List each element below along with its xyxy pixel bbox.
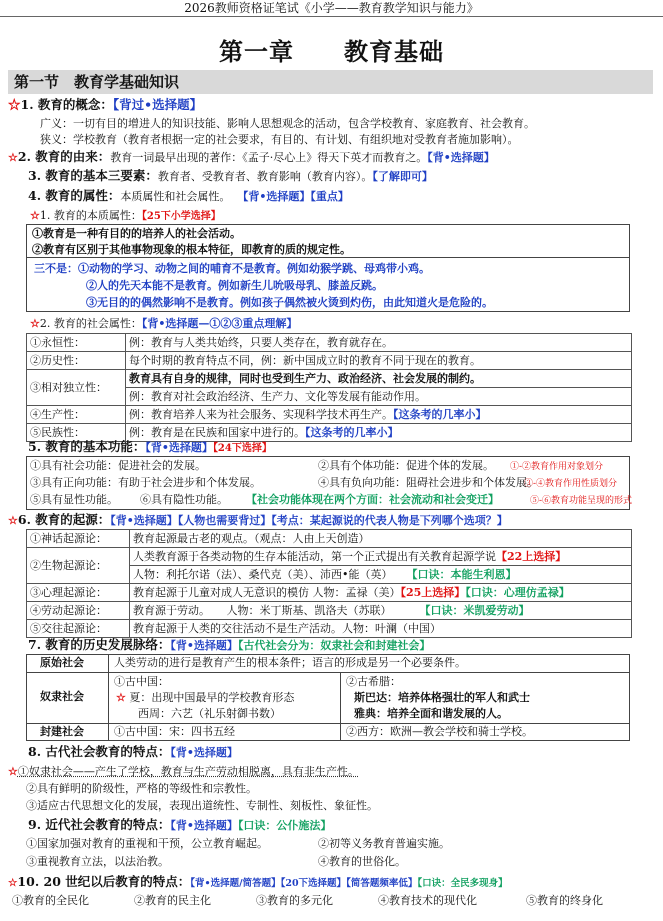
item-1-tag: 【背过•选择题】 [112, 97, 203, 112]
social-attribute-tag: 【背•选择题—①②③重点理解】 [141, 317, 298, 330]
row-value: 教育起源最古老的观点。（观点：人由上天创造） [130, 530, 632, 548]
item-3-tag: 【了解即可】 [372, 170, 433, 183]
athens: 雅典：培养全面和谐发展的人。 [354, 707, 508, 720]
row-key: ④劳动起源论： [27, 602, 130, 620]
table-row [27, 334, 632, 352]
slave-society: 奴隶社会 [40, 690, 84, 703]
ancient-greece: ②古希腊： [346, 675, 401, 688]
western-zhou: 西周：六艺（礼乐射御书数） [138, 707, 281, 720]
row-key: ⑤交往起源论： [27, 620, 130, 638]
star-icon: ☆ [8, 151, 18, 164]
row-value [130, 548, 632, 566]
item-2 [8, 150, 495, 165]
item-4 [28, 189, 349, 204]
function-6: ⑥具有隐性功能。 [140, 493, 228, 506]
item-8-title: 8. 古代社会教育的特点： [28, 744, 171, 759]
table-row [27, 548, 632, 566]
origins-table [26, 529, 632, 638]
row-value: 例：教育对社会政治经济、生产力、文化等发展有能动作用。 [126, 388, 632, 406]
row-value-text: 教育起源于儿童对成人无意识的模仿 人物：孟禄（美） [133, 585, 401, 599]
row-key: ③相对独立性： [27, 370, 126, 406]
item-2-text: 教育一词最早出现的著作：《孟子·尽心上》得天下英才而教育之。 [110, 151, 428, 164]
row-value [126, 406, 632, 424]
function-note-3: ⑤-⑥教育功能呈现的形式 [530, 496, 633, 506]
row-value: 例：教育与人类共始终，只要人类存在，教育就存在。 [126, 334, 632, 352]
item-7-title: 7. 教育的历史发展脉络： [28, 637, 171, 652]
row-value-text: 例：教育是在民族和国家中进行的。 [129, 425, 305, 439]
item-3-title: 3. 教育的基本三要素： [28, 168, 158, 183]
row-key: ④生产性： [27, 406, 126, 424]
three-nots-3: ③无目的的偶然影响不是教育。例如孩子偶然被火烫到灼伤，由此知道火是危险的。 [86, 296, 493, 309]
row-tag-green: 【口诀：心理仿孟禄】 [465, 585, 570, 599]
function-note-1: ①-②教育作用对象划分 [510, 462, 604, 472]
row-key: ⑤民族性： [27, 424, 126, 442]
table-row [27, 584, 632, 602]
feudal-society: 封建社会 [40, 725, 84, 738]
modern-feature-1: ①国家加强对教育的重视和干预，公立教育崛起。 [26, 837, 268, 850]
star-icon: ☆ [30, 209, 40, 222]
item-7-tag: 【背•选择题】 [170, 639, 238, 652]
contemporary-feature-4: ④教育技术的现代化 [378, 894, 477, 907]
item-9-tag-green: 【口诀：公仆施法】 [237, 819, 332, 832]
row-value: 教育具有自身的规律，同时也受到生产力、政治经济、社会发展的制约。 [126, 370, 632, 388]
contemporary-feature-1: ①教育的全民化 [12, 894, 89, 907]
row-tag: 【口诀：本能生利恩】 [406, 567, 517, 581]
item-4-tag: 【背•选择题】【重点】 [237, 190, 349, 203]
item-6-title: 6. 教育的起源： [17, 512, 111, 527]
item-10-heading [8, 875, 508, 891]
item-3 [28, 169, 433, 184]
essential-line-2: ②教育有区别于其他事物现象的根本特征，即教育的质的规定性。 [32, 243, 351, 256]
item-6-tag: 【背•选择题】【人物也需要背过】【考点：某起源说的代表人物是下列哪个选项？】 [110, 514, 508, 527]
section-title: 第一节 教育学基础知识 [8, 70, 653, 94]
row-tag: 【25上选择】 [400, 585, 466, 599]
function-note-green: 【社会功能体现在两个方面：社会流动和社会变迁】 [246, 493, 499, 506]
contemporary-feature-3: ③教育的多元化 [256, 894, 333, 907]
modern-feature-2: ②初等义务教育普遍实施。 [318, 837, 450, 850]
item-2-title: 2. 教育的由来： [17, 149, 111, 164]
star-icon: ☆ [30, 317, 40, 330]
item-6-heading [8, 513, 508, 528]
table-row [27, 352, 632, 370]
row-value [126, 424, 632, 442]
item-8-tag: 【背•选择题】 [170, 746, 238, 759]
row-key: ②生物起源论： [27, 548, 130, 584]
broad-definition: 广义：一切有目的增进人的知识技能、影响人思想观念的活动，包含学校教育、家庭教育、社会教育。 [40, 117, 535, 130]
table-row [27, 620, 632, 638]
table-row [27, 530, 632, 548]
table-row [27, 602, 632, 620]
row-value [130, 602, 632, 620]
essential-attribute-title: 1. 教育的本质属性： [39, 209, 142, 222]
function-note-2: ③-④教育作用性质划分 [524, 479, 618, 489]
primitive-society: 原始社会 [40, 656, 84, 669]
chapter-title: 第一章 教育基础 [219, 37, 444, 66]
essential-line-1: ①教育是一种有目的的培养人的社会活动。 [32, 227, 241, 240]
row-tag: 【22上选择】 [496, 549, 567, 563]
item-2-tag: 【背•选择题】 [427, 151, 495, 164]
row-tag: 【这条考的几率小】 [305, 425, 399, 439]
item-10-tag-4: 【口诀：全民多现身】 [417, 878, 508, 889]
row-value [130, 566, 632, 584]
star-icon: ☆ [116, 691, 126, 704]
ancient-feature-1 [8, 765, 359, 779]
ancient-china: ①古中国： [114, 675, 169, 688]
three-nots-2: ②人的先天本能不是教育。例如新生儿吮吸母乳、膝盖反跳。 [86, 279, 383, 292]
item-10-tag-1: 【背•选择题/简答题】 [190, 878, 281, 889]
table-row [27, 370, 632, 388]
history-col-divider [108, 654, 109, 741]
running-header: 2026教师资格证笔试《小学——教育教学知识与能力》 [0, 0, 663, 17]
modern-feature-4: ④教育的世俗化。 [318, 855, 406, 868]
function-1: ①具有社会功能：促进社会的发展。 [30, 459, 206, 472]
row-value: 教育起源于人类的交往活动不是生产活动。人物：叶澜（中国） [130, 620, 632, 638]
row-value [130, 584, 632, 602]
feudal-china: ①古中国：宋：四书五经 [114, 725, 235, 738]
social-attribute-table [26, 333, 632, 442]
row-value-text: 人类教育源于各类动物的生存本能活动，第一个正式提出有关教育起源学说 [133, 549, 496, 563]
narrow-definition: 狭义：学校教育（教育者根据一定的社会要求，有目的、有计划、有组织地对受教育者施加影响）。 [40, 133, 519, 146]
sparta: 斯巴达：培养体格强壮的军人和武士 [354, 691, 530, 704]
item-7-tag-green: 【古代社会分为：奴隶社会和封建社会】 [237, 639, 431, 652]
star-icon: ☆ [8, 877, 18, 889]
item-3-text: 教育者、受教育者、教育影响（教育内容）。 [157, 170, 373, 183]
item-5-tag-red: 【24下选择】 [212, 443, 272, 454]
ancient-feature-2: ②具有鲜明的阶级性，严格的等级性和宗教性。 [26, 782, 257, 795]
ancient-feature-3: ③适应古代思想文化的发展，表现出道统性、专制性、刻板性、象征性。 [26, 799, 378, 812]
star-icon: ☆ [8, 97, 21, 112]
row-tag: 【口诀：米凯爱劳动】 [419, 603, 530, 617]
item-10-title: 10. 20 世纪以后教育的特点： [17, 874, 191, 889]
contemporary-feature-5: ⑤教育的终身化 [526, 894, 603, 907]
row-value: 每个时期的教育特点不同，例：新中国成立时的教育不同于现在的教育。 [126, 352, 632, 370]
item-9-heading [28, 818, 331, 833]
table-row [27, 406, 632, 424]
row-key: ①神话起源论： [27, 530, 130, 548]
social-attribute-heading [30, 317, 297, 331]
feudal-west: ②西方：欧洲—教会学校和骑士学校。 [346, 725, 533, 738]
ancient-feature-1-text: ①奴隶社会——产生了学校，教育与生产劳动相脱离，具有非生产性。 [17, 765, 359, 778]
history-col-divider [340, 673, 341, 741]
function-2: ②具有个体功能：促进个体的发展。 [318, 459, 494, 472]
item-4-title: 4. 教育的属性： [28, 188, 121, 203]
essential-attribute-tag: 【25下小学选择】 [141, 211, 221, 222]
row-value-text: 人物：利托尔诺（法）、桑代克（美）、沛西•能（英） [133, 567, 393, 581]
function-4: ④具有负向功能：阻碍社会进步和个体发展。 [318, 476, 538, 489]
xia-dynasty [116, 691, 294, 705]
three-nots-1: 三不是：①动物的学习、动物之间的哺育不是教育。例如幼猴学跳、母鸡带小鸡。 [34, 262, 430, 275]
function-3: ③具有正向功能：有助于社会进步和个体发展。 [30, 476, 261, 489]
item-7-heading [28, 638, 430, 653]
row-tag: 【这条考的几率小】 [393, 407, 487, 421]
primitive-society-text: 人类劳动的进行是教育产生的根本条件；语言的形成是另一个必要条件。 [114, 656, 466, 669]
row-value-text: 例：教育培养人来为社会服务、实现科学技术再生产。 [129, 407, 393, 421]
function-5: ⑤具有显性功能。 [30, 493, 118, 506]
item-10-tag-3: 【简答题频率低】 [346, 878, 418, 889]
row-key: ①永恒性： [27, 334, 126, 352]
essential-attribute-heading [30, 209, 221, 224]
contemporary-feature-2: ②教育的民主化 [134, 894, 211, 907]
item-5-heading [28, 440, 272, 456]
history-row-divider [26, 723, 630, 724]
modern-feature-3: ③重视教育立法，以法治教。 [26, 855, 169, 868]
row-value-text: 教育源于劳动。 人物：米丁斯基、凯洛夫（苏联） [133, 603, 392, 617]
item-1-heading [8, 98, 202, 112]
star-icon: ☆ [8, 514, 18, 527]
row-key: ②历史性： [27, 352, 126, 370]
star-icon: ☆ [8, 765, 18, 778]
social-attribute-title: 2. 教育的社会属性： [39, 317, 142, 330]
row-key: ③心理起源论： [27, 584, 130, 602]
item-4-text: 本质属性和社会属性。 [120, 190, 231, 203]
item-8-heading [28, 745, 238, 760]
item-9-title: 9. 近代社会教育的特点： [28, 817, 171, 832]
xia-text: 夏：出现中国最早的学校教育形态 [129, 691, 295, 704]
item-5-title: 5. 教育的基本功能： [28, 439, 146, 454]
item-10-tag-2: 【20下选择题】 [280, 878, 347, 889]
item-9-tag: 【背•选择题】 [170, 819, 238, 832]
item-1-title: 1. 教育的概念： [20, 97, 113, 112]
item-5-tag: 【背•选择题】 [145, 441, 213, 454]
